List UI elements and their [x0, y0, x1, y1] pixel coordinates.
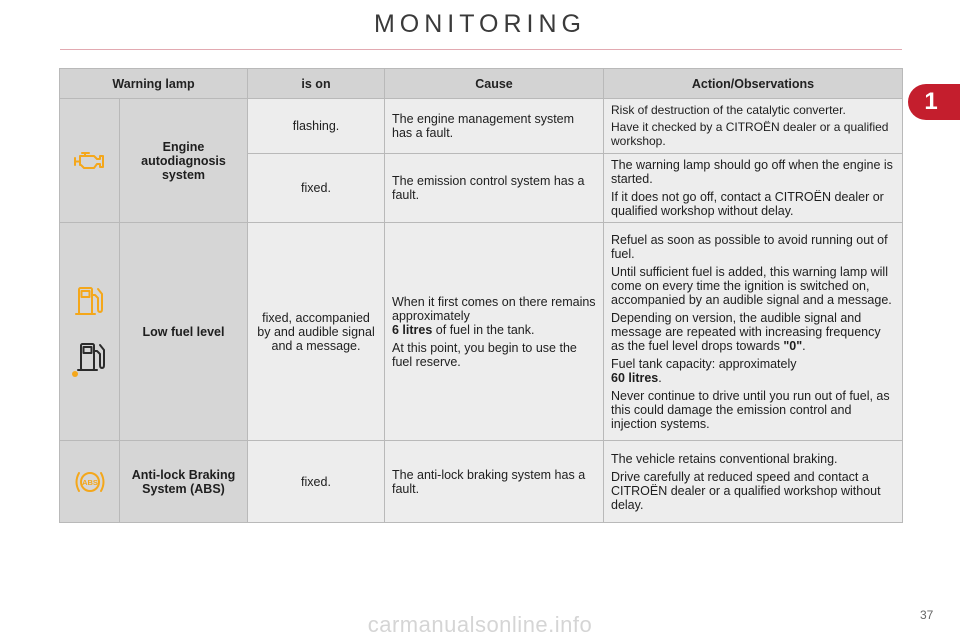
action-text: If it does not go off, contact a CITROËN dealer or qualified workshop without delay.	[611, 190, 884, 218]
fuel-pump-icon	[73, 284, 107, 318]
action-text-bold: "0"	[783, 338, 803, 353]
chapter-number: 1	[924, 88, 938, 115]
action-text: The vehicle retains conventional braking.	[611, 451, 838, 466]
fuel-pump-low-icon	[71, 340, 109, 380]
warning-lamp-table	[59, 68, 903, 523]
action-text: Never continue to drive until you run out of fuel, as this could damage the emission control and injection systems.	[611, 388, 890, 431]
engine-flashing-action	[604, 99, 903, 154]
action-text-part: .	[802, 338, 806, 353]
fuel-icon-cell	[60, 223, 120, 441]
action-text-part: .	[658, 370, 662, 385]
engine-fixed-cause: The emission control system has a fault.	[385, 154, 604, 223]
action-text: Refuel as soon as possible to avoid running out of fuel.	[611, 232, 888, 261]
watermark: carmanualsonline.info	[367, 612, 593, 637]
action-text	[611, 357, 894, 385]
abs-icon	[72, 467, 108, 497]
engine-fixed-state: fixed.	[248, 154, 385, 223]
fuel-lamp-name: Low fuel level	[120, 223, 248, 441]
abs-lamp-name: Anti-lock Braking System (ABS)	[120, 441, 248, 523]
page-number: 37	[920, 608, 934, 622]
action-text-part: Depending on version, the audible signal and message are repeated with increasing frequency as the fuel level drops towards	[611, 310, 881, 353]
fuel-action	[604, 223, 903, 441]
table-row	[60, 441, 903, 523]
abs-action	[604, 441, 903, 523]
page-title: MONITORING	[373, 10, 587, 38]
cause-text-part: of fuel in the tank.	[435, 322, 535, 337]
abs-icon-text: ABS	[81, 477, 98, 487]
abs-cause: The anti-lock braking system has a fault.	[385, 441, 604, 523]
action-text	[611, 311, 894, 353]
engine-fixed-action	[604, 154, 903, 223]
fuel-cause	[385, 223, 604, 441]
header-cause: Cause	[385, 69, 604, 99]
cause-text-part: When it first comes on there remains approximately	[392, 294, 596, 323]
engine-flashing-cause: The engine management system has a fault.	[385, 99, 604, 154]
table-row	[60, 223, 903, 441]
abs-state: fixed.	[248, 441, 385, 523]
header-warning-lamp: Warning lamp	[60, 69, 248, 99]
action-text: Until sufficient fuel is added, this warning lamp will come on every time the ignition is switched on, accompanied by an audible signal and a message.	[611, 264, 892, 307]
header-is-on: is on	[248, 69, 385, 99]
engine-lamp-name: Engine autodiagnosis system	[120, 99, 248, 223]
action-text: The warning lamp should go off when the engine is started.	[611, 158, 893, 186]
chapter-tab	[908, 84, 960, 120]
engine-flashing-state: flashing.	[248, 99, 385, 154]
action-text-bold: 60 litres	[611, 370, 659, 385]
fuel-state: fixed, accompanied by and audible signal and a message.	[248, 223, 385, 441]
abs-icon-cell	[60, 441, 120, 523]
table-header-row	[60, 69, 903, 99]
table-row	[60, 99, 903, 154]
cause-text-bold: 6 litres	[392, 322, 433, 337]
cause-text	[392, 295, 597, 337]
action-text-part: Fuel tank capacity: approximately	[611, 356, 797, 371]
header-action: Action/Observations	[604, 69, 903, 99]
action-text: Risk of destruction of the catalytic converter.	[611, 102, 846, 117]
engine-icon-cell	[60, 99, 120, 223]
engine-icon	[73, 148, 107, 174]
cause-text: At this point, you begin to use the fuel reserve.	[392, 340, 577, 369]
action-text: Have it checked by a CITROËN dealer or a qualified workshop.	[611, 120, 889, 148]
action-text: Drive carefully at reduced speed and contact a CITROËN dealer or a qualified workshop without delay.	[611, 469, 881, 512]
title-divider	[60, 49, 902, 50]
